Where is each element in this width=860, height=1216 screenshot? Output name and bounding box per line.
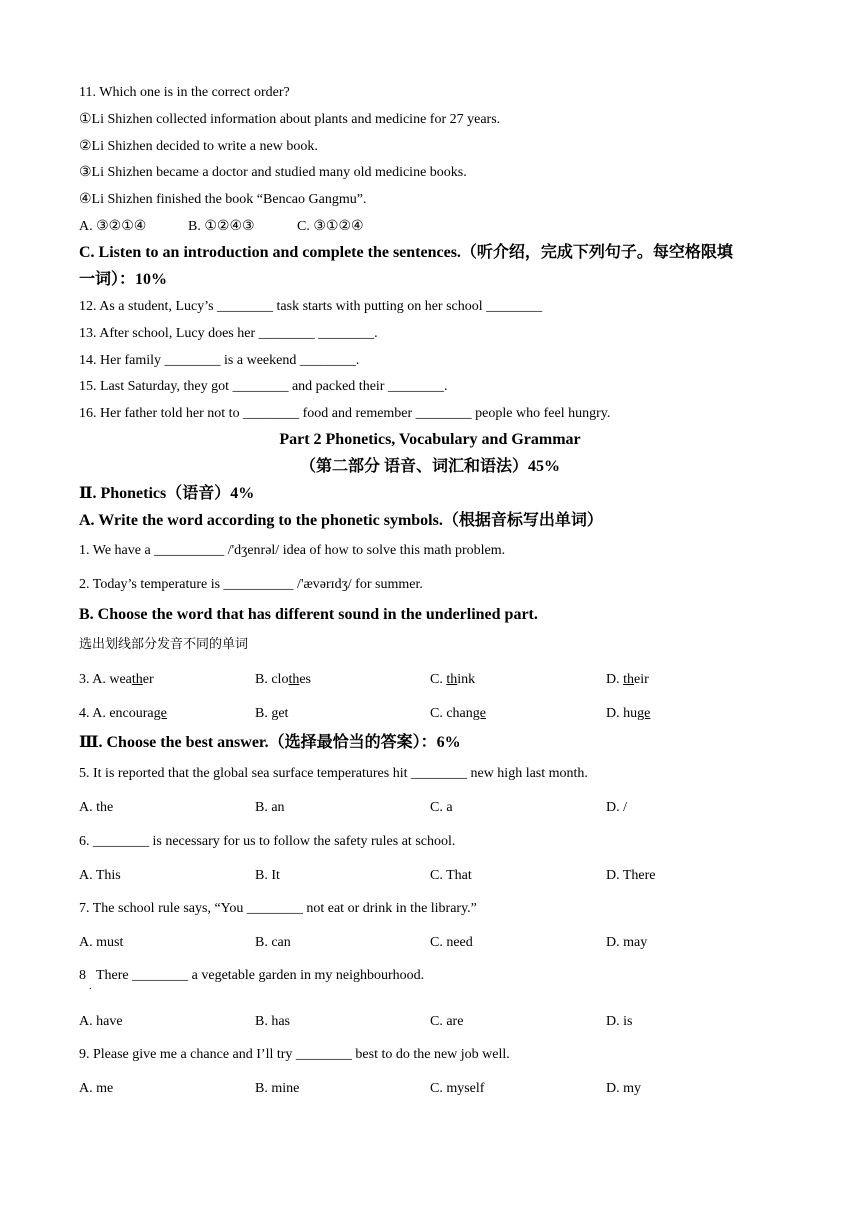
underlined-part: th bbox=[131, 672, 143, 687]
section-c-heading-line1: C. Listen to an introduction and complete the sentences.（听介绍，完成下列句子。每空格限填 bbox=[79, 244, 733, 261]
q5-stem: 5. It is reported that the global sea surface temperatures hit ________ new high last month. bbox=[79, 766, 588, 781]
q4-option-a: 4. A. encourage bbox=[79, 706, 167, 721]
q4-option-c: C. change bbox=[430, 706, 486, 721]
q3-option-c: C. think bbox=[430, 672, 476, 687]
q7-option-a: A. must bbox=[79, 935, 124, 950]
q4-option-b: B. get bbox=[255, 706, 289, 721]
phonetics-b-heading: B. Choose the word that has different sound in the underlined part. bbox=[79, 606, 538, 623]
q6-option-b: B. It bbox=[255, 868, 280, 883]
q12: 12. As a student, Lucy’s ________ task starts with putting on her school ________ bbox=[79, 299, 543, 314]
q8-number: 8 bbox=[79, 968, 86, 983]
q8-stem: There ________ a vegetable garden in my neighbourhood. bbox=[96, 968, 425, 983]
q7-option-b: B. can bbox=[255, 935, 291, 950]
q5-option-b: B. an bbox=[255, 800, 285, 815]
q14: 14. Her family ________ is a weekend ________. bbox=[79, 353, 360, 368]
section-c-heading-line2: 一词）：10% bbox=[79, 271, 168, 288]
q13: 13. After school, Lucy does her ________ ________. bbox=[79, 326, 378, 341]
q9-option-d: D. my bbox=[606, 1081, 641, 1096]
q11-statement-4: ④Li Shizhen finished the book “Bencao Gangmu”. bbox=[79, 192, 367, 207]
phonetics-q1: 1. We have a __________ /'dʒenrəl/ idea of how to solve this math problem. bbox=[79, 543, 506, 558]
q6-option-d: D. There bbox=[606, 868, 656, 883]
underlined-part: th bbox=[446, 672, 458, 687]
q11-option-b: B. ①②④③ bbox=[188, 219, 255, 234]
q8-option-c: C. are bbox=[430, 1014, 464, 1029]
phonetics-heading: Ⅱ. Phonetics（语音）4% bbox=[79, 485, 255, 502]
q11-stem: 11. Which one is in the correct order? bbox=[79, 85, 290, 100]
underlined-part: ge bbox=[153, 706, 167, 721]
phonetics-a-heading: A. Write the word according to the phonetic symbols.（根据音标写出单词） bbox=[79, 512, 603, 529]
q6-option-a: A. This bbox=[79, 868, 121, 883]
q11-option-a: A. ③②①④ bbox=[79, 219, 147, 234]
q8-option-a: A. have bbox=[79, 1014, 123, 1029]
part2-title: Part 2 Phonetics, Vocabulary and Grammar bbox=[279, 431, 581, 448]
q11-statement-1: ①Li Shizhen collected information about plants and medicine for 27 years. bbox=[79, 112, 501, 127]
q5-option-d: D. / bbox=[606, 800, 627, 815]
q15: 15. Last Saturday, they got ________ and packed their ________. bbox=[79, 379, 448, 394]
q8-option-b: B. has bbox=[255, 1014, 290, 1029]
q16: 16. Her father told her not to ________ food and remember ________ people who feel hungry. bbox=[79, 406, 611, 421]
q9-option-b: B. mine bbox=[255, 1081, 300, 1096]
underlined-part: g bbox=[271, 706, 279, 721]
q11-statement-2: ②Li Shizhen decided to write a new book. bbox=[79, 139, 318, 154]
q9-option-a: A. me bbox=[79, 1081, 114, 1096]
q9-stem: 9. Please give me a chance and I’ll try ________ best to do the new job well. bbox=[79, 1047, 510, 1062]
q3-option-b: B. clothes bbox=[255, 672, 312, 687]
q11-option-c: C. ③①②④ bbox=[297, 219, 364, 234]
underlined-part: ge bbox=[637, 706, 651, 721]
q9-option-c: C. myself bbox=[430, 1081, 485, 1096]
q8-option-d: D. is bbox=[606, 1014, 633, 1029]
q7-stem: 7. The school rule says, “You ________ not eat or drink in the library.” bbox=[79, 901, 477, 916]
phonetics-b-subheading: 选出划线部分发音不同的单词 bbox=[79, 637, 249, 652]
underlined-part: th bbox=[623, 672, 635, 687]
underlined-part: ge bbox=[472, 706, 486, 721]
section3-heading: Ⅲ. Choose the best answer.（选择最恰当的答案）：6% bbox=[79, 734, 461, 751]
q3-option-a: 3. A. weather bbox=[79, 672, 154, 687]
q5-option-a: A. the bbox=[79, 800, 114, 815]
phonetics-q2: 2. Today’s temperature is __________ /'ævərɪdʒ/ for summer. bbox=[79, 577, 423, 592]
q4-option-d: D. huge bbox=[606, 706, 651, 721]
q8-dot: . bbox=[89, 981, 92, 992]
q5-option-c: C. a bbox=[430, 800, 453, 815]
q11-statement-3: ③Li Shizhen became a doctor and studied many old medicine books. bbox=[79, 165, 467, 180]
q3-option-d: D. their bbox=[606, 672, 649, 687]
q6-stem: 6. ________ is necessary for us to follow the safety rules at school. bbox=[79, 834, 456, 849]
q7-option-c: C. need bbox=[430, 935, 473, 950]
q6-option-c: C. That bbox=[430, 868, 472, 883]
underlined-part: th bbox=[288, 672, 300, 687]
part2-subtitle: （第二部分 语音、词汇和语法）45% bbox=[299, 458, 560, 475]
q7-option-d: D. may bbox=[606, 935, 648, 950]
